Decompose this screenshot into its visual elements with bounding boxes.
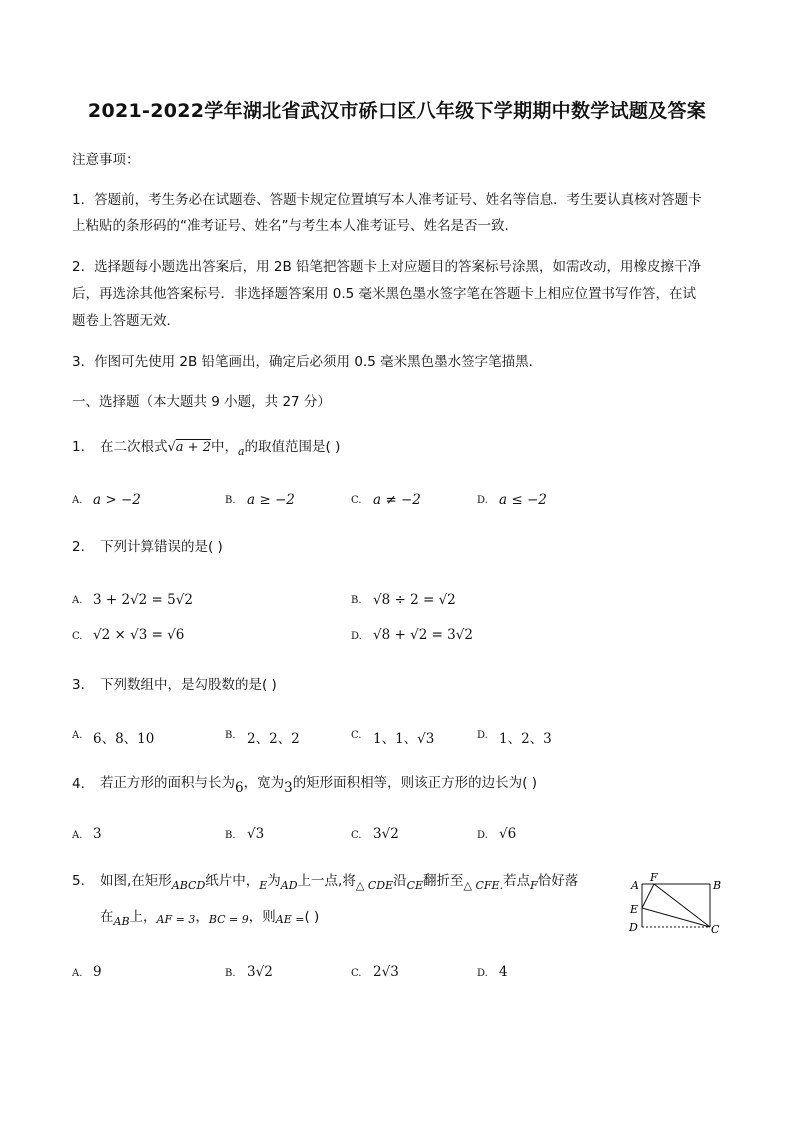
option-c-value: 2√3: [373, 964, 399, 980]
question-5-text: ，则: [248, 909, 276, 925]
label-c: C: [711, 923, 720, 934]
option-c: C.: [351, 495, 362, 506]
option-d-value: 4: [499, 964, 508, 980]
notice-item-2-line-1: 2．选择题每小题选出答案后，用 2B 铅笔把答题卡上对应题目的答案标号涂黑，如需改动，用橡皮擦干净: [72, 259, 702, 275]
option-c-value: √2 × √3 = √6: [93, 627, 185, 643]
question-5-text: 在: [100, 909, 114, 925]
question-number: 2.: [72, 539, 85, 555]
option-d: D.: [477, 968, 488, 979]
question-5-math: AB: [113, 915, 130, 928]
question-4-text-mid: ，宽为: [243, 775, 285, 791]
question-3-paren: ( ): [262, 677, 277, 693]
question-2-stem: [100, 535, 223, 555]
option-d: D.: [477, 730, 488, 741]
option-d: D.: [477, 830, 488, 841]
question-2-paren: ( ): [208, 539, 223, 555]
option-b-value: √3: [247, 826, 265, 842]
option-b: B.: [351, 595, 362, 606]
notice-item-1-line-2: 上粘贴的条形码的“准考证号、姓名”与考生本人准考证号、姓名是否一致．: [72, 218, 518, 234]
notice-item-2-line-2: 后，再选涂其他答案标号．非选择题答案用 0.5 毫米黑色墨水签字笔在答题卡上相应位置书写作答，在试: [72, 286, 697, 302]
option-d-value: √8 + √2 = 3√2: [373, 627, 473, 643]
question-5-math: AD: [280, 879, 298, 892]
option-a: A.: [72, 830, 83, 841]
question-5-math: △ CFE.: [463, 879, 504, 892]
question-4-width: 3: [284, 780, 293, 796]
option-b-value: 2、2、2: [247, 731, 300, 747]
option-b: B.: [225, 830, 236, 841]
question-5-math: E: [259, 879, 268, 892]
question-1-text-pre: 在二次根式: [100, 439, 168, 455]
question-5-text: ，: [195, 909, 209, 925]
option-a: A.: [72, 730, 83, 741]
question-5-math: AE =: [275, 913, 305, 926]
question-4-length: 6: [235, 780, 244, 796]
question-1-radical: √a + 2: [167, 440, 211, 455]
option-c-value: 3√2: [373, 826, 399, 842]
question-1-variable: a: [237, 445, 245, 458]
question-5-text: 若点: [503, 873, 531, 889]
question-2-text: 下列计算错误的是: [100, 539, 208, 555]
option-c: C.: [351, 830, 362, 841]
label-d: D: [629, 921, 638, 934]
option-b-value: 3√2: [247, 964, 273, 980]
label-f: F: [650, 871, 658, 884]
option-d-value: √6: [499, 826, 517, 842]
question-1-text-post: 的取值范围是: [244, 439, 326, 455]
label-b: B: [713, 879, 722, 892]
question-5-math: ABCD: [171, 879, 206, 892]
option-d-value: a ≤ −2: [499, 492, 547, 508]
question-1-paren: ( ): [325, 439, 341, 455]
notice-item-2-line-3: 题卷上答题无效．: [72, 313, 180, 329]
section-heading: 一、选择题（本大题共 9 小题，共 27 分）: [72, 394, 331, 410]
option-c: C.: [351, 968, 362, 979]
option-b: B.: [225, 968, 236, 979]
option-a-value: 9: [93, 964, 102, 980]
option-d: D.: [477, 495, 488, 506]
option-a-value: 6、8、10: [93, 731, 155, 747]
segment-ef: [642, 884, 654, 908]
question-5-text: 沿: [393, 873, 407, 889]
option-a-value: 3: [93, 826, 102, 842]
question-number: 1.: [72, 439, 85, 455]
question-5-math: AF = 3: [156, 913, 196, 926]
option-a-value: 3 + 2√2 = 5√2: [93, 592, 193, 608]
notice-item-1-line-1: 1．答题前，考生务必在试题卷、答题卡规定位置填写本人准考证号、姓名等信息．考生要认真核对答题卡: [72, 192, 702, 208]
option-c: C.: [72, 631, 83, 642]
notice-heading: 注意事项：: [72, 152, 140, 168]
question-5-stem-line-1: [100, 869, 579, 892]
question-4-paren: ( ): [522, 775, 538, 791]
question-5-text: 上一点,将: [297, 873, 356, 889]
label-e: E: [630, 903, 639, 916]
question-number: 4.: [72, 776, 85, 792]
question-5-text: 恰好落: [537, 873, 579, 889]
question-1-stem: [100, 435, 341, 458]
question-4-text-post: 的矩形面积相等，则该正方形的边长为: [292, 775, 523, 791]
page-title: 2021-2022学年湖北省武汉市硚口区八年级下学期期中数学试题及答案: [87, 100, 707, 122]
option-b-value: √8 ÷ 2 = √2: [373, 592, 456, 608]
option-a: A.: [72, 595, 83, 606]
option-c: C.: [351, 730, 362, 741]
question-5-text: 如图,在矩形: [100, 873, 172, 889]
question-5-stem-line-2: [100, 905, 320, 928]
label-a: A: [631, 879, 639, 892]
option-a-value: a > −2: [93, 492, 141, 508]
question-5-math: BC = 9: [208, 913, 249, 926]
question-5-math: △ CDE: [355, 879, 394, 892]
segment-ec: [642, 908, 710, 927]
question-5-text: 纸片中，: [205, 873, 260, 889]
question-5-text: 为: [267, 873, 281, 889]
option-d: D.: [351, 631, 362, 642]
notice-item-3: 3．作图可先使用 2B 铅笔画出，确定后必须用 0.5 毫米黑色墨水签字笔描黑．: [72, 354, 543, 370]
question-5-text: 上，: [129, 909, 157, 925]
option-a: A.: [72, 495, 83, 506]
question-5-paren: ( ): [304, 909, 320, 925]
question-5-math: F: [530, 879, 538, 892]
question-1-radicand: a + 2: [175, 440, 211, 455]
option-d-value: 1、2、3: [499, 731, 552, 747]
rectangle-fold-figure: [622, 868, 728, 934]
option-a: A.: [72, 968, 83, 979]
option-b-value: a ≥ −2: [247, 492, 295, 508]
question-1-text-mid: 中，: [210, 439, 238, 455]
question-5-math: CE: [406, 879, 424, 892]
option-b: B.: [225, 730, 236, 741]
segment-fc: [654, 884, 710, 927]
question-3-stem: [100, 673, 277, 693]
option-c-value: a ≠ −2: [373, 492, 421, 508]
question-number: 5.: [72, 873, 85, 889]
option-c-value: 1、1、√3: [373, 731, 435, 747]
option-b: B.: [225, 495, 236, 506]
question-3-text: 下列数组中，是勾股数的是: [100, 677, 262, 693]
question-4-stem: [100, 771, 538, 796]
question-4-text-pre: 若正方形的面积与长为: [100, 775, 235, 791]
question-number: 3.: [72, 677, 85, 693]
question-5-text: 翻折至: [423, 873, 464, 889]
